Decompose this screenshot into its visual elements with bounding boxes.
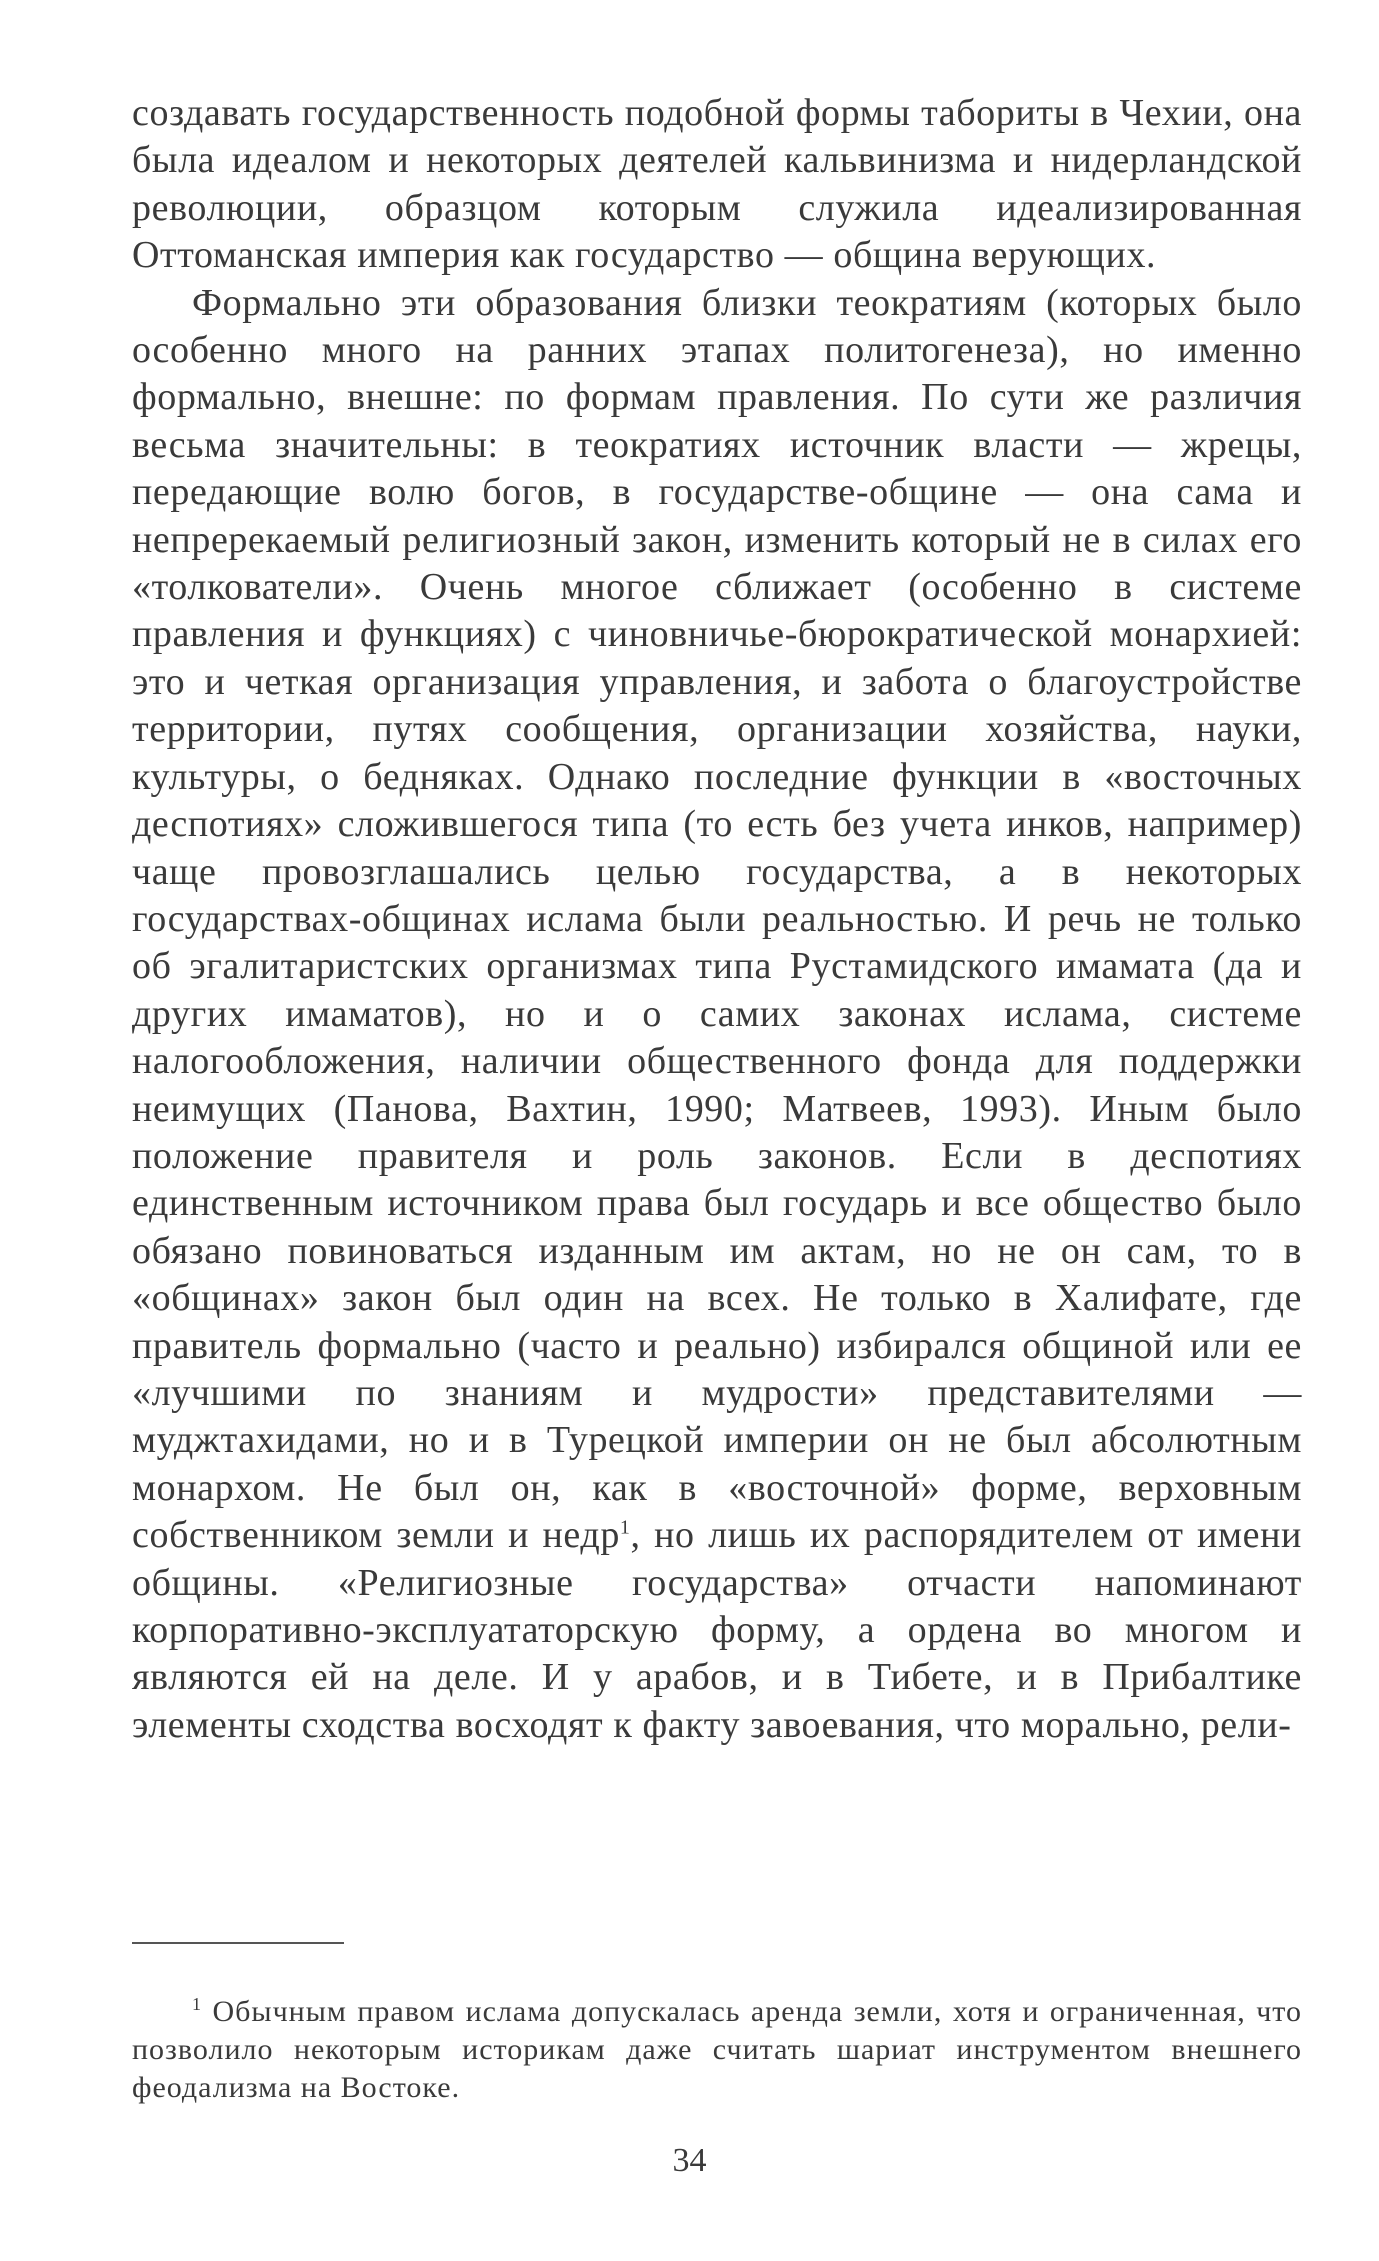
footnote [132, 1993, 1302, 2107]
paragraph-2-text-end: , но лишь их распорядителем от имени общины. «Религиозные государства» отчасти напоминают корпоративно-эксплуататорскую форму, а ордена во многом и являются ей на деле. И у арабов, и в Тибете, и в Прибалтике элементы сходства восходят к факту завоевания, что морально, рели- [132, 1514, 1302, 1746]
paragraph-2-text-start: Формально эти образования близки теократиям (которых было особенно много на ранних этапах политогенеза), но именно формально, внешне: по формам правления. По сути же различия весьма значительны: в теократиях источник власти — жрецы, передающие волю богов, в государстве-общине — она сама и непререкаемый религиозный закон, изменить который не в силах его «толкователи». Очень многое сближает (особенно в системе правления и функциях) с чиновничье-бюрократической монархией: это и четкая организация управления, и забота о благоустройстве территории, путях сообщения, организации хозяйства, науки, культуры, о бедняках. Однако последние функции в «восточных деспотиях» сложившегося типа (то есть без учета инков, например) чаще провозглашались целью государства, а в некоторых государствах-общинах ислама были реальностью. И речь не только об эгалитаристских организмах типа Рустамидского имамата (да и других имаматов), но и о самих законах ислама, системе налогообложения, наличии общественного фонда для поддержки неимущих (Панова, Вахтин, 1990; Матвеев, 1993). Иным было положение правителя и роль законов. Если в деспотиях единственным источником права был государь и все общество было обязано повиноваться изданным им актам, но не он сам, то в «общинах» закон был один на всех. Не только в Халифате, где правитель формально (часто и реально) избирался общиной или ее «лучшими по знаниям и мудрости» представителями — муджтахидами, но и в Турецкой империи он не был абсолютным монархом. Не был он, как в «восточной» форме, верховным собственником земли и недр [132, 281, 1302, 1557]
paragraph-continuation [132, 90, 1302, 280]
paragraph-1-text: создавать государственность подобной формы табориты в Чехии, она была идеалом и некоторых деятелей кальвинизма и нидерландской революции, образцом которым служила идеализированная Оттоманская империя как государство — община верующих. [132, 92, 1302, 277]
footnote-number: 1 [192, 1994, 202, 2014]
main-text [132, 90, 1302, 1749]
footnote-divider [132, 1942, 344, 1944]
footnote-reference[interactable]: 1 [619, 1516, 631, 1539]
page-number: 34 [672, 2142, 707, 2179]
paragraph-theocracy [132, 280, 1302, 1750]
footnote-text: Обычным правом ислама допускалась аренда земли, хотя и ограниченная, что позволило некоторым историкам даже считать шариат инструментом внешнего феодализма на Востоке. [132, 1995, 1303, 2104]
